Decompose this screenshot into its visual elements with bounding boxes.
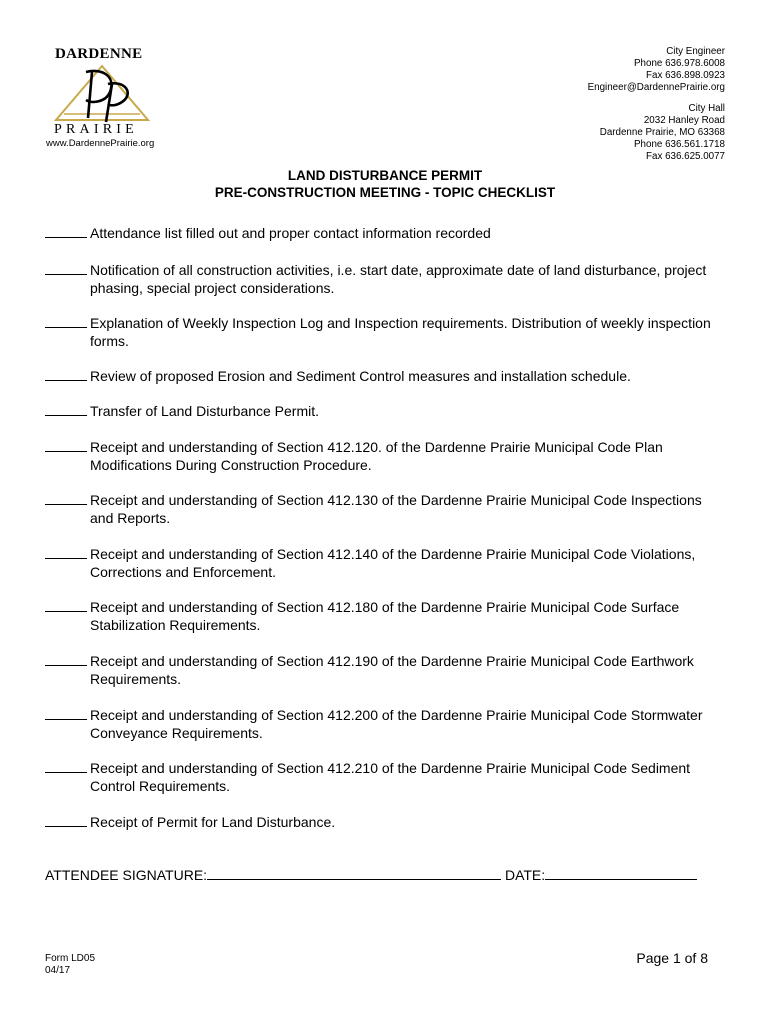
cityhall-title: City Hall: [688, 103, 725, 114]
checkbox-blank[interactable]: [45, 598, 87, 612]
checklist-item: [45, 759, 725, 795]
checkbox-blank[interactable]: [45, 813, 87, 827]
cityhall-address: 2032 Hanley Road: [643, 115, 725, 126]
checklist-item: [45, 598, 725, 634]
engineer-email[interactable]: Engineer@DardennePrairie.org: [587, 82, 725, 93]
checklist-item: [45, 261, 725, 297]
checklist-item: [45, 706, 725, 742]
checklist-item: [45, 314, 725, 350]
form-number: Form LD05: [45, 953, 96, 964]
checklist-item-text: Receipt of Permit for Land Disturbance.: [90, 814, 336, 830]
checklist-item: [45, 813, 725, 831]
signature-row: [45, 866, 697, 883]
title-line-1: LAND DISTURBANCE PERMIT: [287, 168, 483, 183]
checkbox-blank[interactable]: [45, 759, 87, 773]
checkbox-blank[interactable]: [45, 261, 87, 275]
checkbox-blank[interactable]: [45, 545, 87, 559]
checklist-item: [45, 545, 725, 581]
checklist-item: [45, 367, 725, 385]
cityhall-phone: Phone 636.561.1718: [634, 139, 725, 150]
dp-monogram-icon: [52, 62, 152, 124]
date-field[interactable]: [545, 866, 697, 880]
checklist-item: [45, 438, 725, 474]
contact-info: [588, 46, 725, 163]
checklist-item-text: Receipt and understanding of Section 412.200 of the Dardenne Prairie Municipal Code Stormwater Conveyance Requirements.: [90, 707, 703, 741]
checklist-item-text: Receipt and understanding of Section 412.190 of the Dardenne Prairie Municipal Code Earthwork Requirements.: [90, 653, 694, 687]
checkbox-blank[interactable]: [45, 652, 87, 666]
attendee-signature-label: ATTENDEE SIGNATURE:: [45, 867, 208, 883]
form-id: [45, 953, 95, 977]
logo-top-text: DARDENNE: [55, 46, 143, 62]
website-link[interactable]: www.DardennePrairie.org: [46, 138, 155, 149]
date-label: DATE:: [504, 867, 546, 883]
page-number: Page 1 of 8: [636, 950, 708, 966]
checkbox-blank[interactable]: [45, 367, 87, 381]
checklist-item-text: Explanation of Weekly Inspection Log and Inspection requirements. Distribution of weekly inspection forms.: [90, 315, 711, 349]
checklist-item: [45, 491, 725, 527]
checklist-item-text: Transfer of Land Disturbance Permit.: [90, 403, 320, 419]
checklist-item-text: Notification of all construction activities, i.e. start date, approximate date of land disturbance, project phasing, special project considerations.: [90, 262, 707, 296]
engineer-phone: Phone 636.978.6008: [634, 58, 725, 69]
checklist-item-text: Receipt and understanding of Section 412.210 of the Dardenne Prairie Municipal Code Sediment Control Requirements.: [90, 760, 691, 794]
checkbox-blank[interactable]: [45, 491, 87, 505]
city-logo: [46, 46, 166, 150]
checkbox-blank[interactable]: [45, 402, 87, 416]
cityhall-city: Dardenne Prairie, MO 63368: [599, 127, 725, 138]
checklist-item: [45, 652, 725, 688]
checkbox-blank[interactable]: [45, 224, 87, 238]
checklist-item: [45, 402, 725, 420]
cityhall-fax: Fax 636.625.0077: [646, 151, 725, 162]
logo-bottom-text: PRAIRIE: [54, 122, 138, 137]
checklist-item-text: Receipt and understanding of Section 412.130 of the Dardenne Prairie Municipal Code Inspections and Reports.: [90, 492, 702, 526]
checklist-item-text: Receipt and understanding of Section 412.140 of the Dardenne Prairie Municipal Code Violations, Corrections and Enforcement.: [90, 546, 696, 580]
checklist-item-text: Review of proposed Erosion and Sediment Control measures and installation schedule.: [90, 368, 631, 384]
form-revision-date: 04/17: [45, 965, 71, 976]
title-line-2: PRE-CONSTRUCTION MEETING - TOPIC CHECKLIST: [214, 185, 556, 200]
engineer-fax: Fax 636.898.0923: [646, 70, 725, 81]
checkbox-blank[interactable]: [45, 314, 87, 328]
checklist-item: [45, 224, 725, 242]
checkbox-blank[interactable]: [45, 706, 87, 720]
page-title: [0, 167, 770, 201]
checklist-item-text: Receipt and understanding of Section 412.120. of the Dardenne Prairie Municipal Code Plan Modifications During Construction Procedure.: [90, 439, 663, 473]
checkbox-blank[interactable]: [45, 438, 87, 452]
engineer-title: City Engineer: [666, 46, 725, 57]
checklist-item-text: Receipt and understanding of Section 412.180 of the Dardenne Prairie Municipal Code Surface Stabilization Requirements.: [90, 599, 680, 633]
checklist-item-text: Attendance list filled out and proper contact information recorded: [90, 225, 491, 241]
attendee-signature-field[interactable]: [207, 866, 501, 880]
